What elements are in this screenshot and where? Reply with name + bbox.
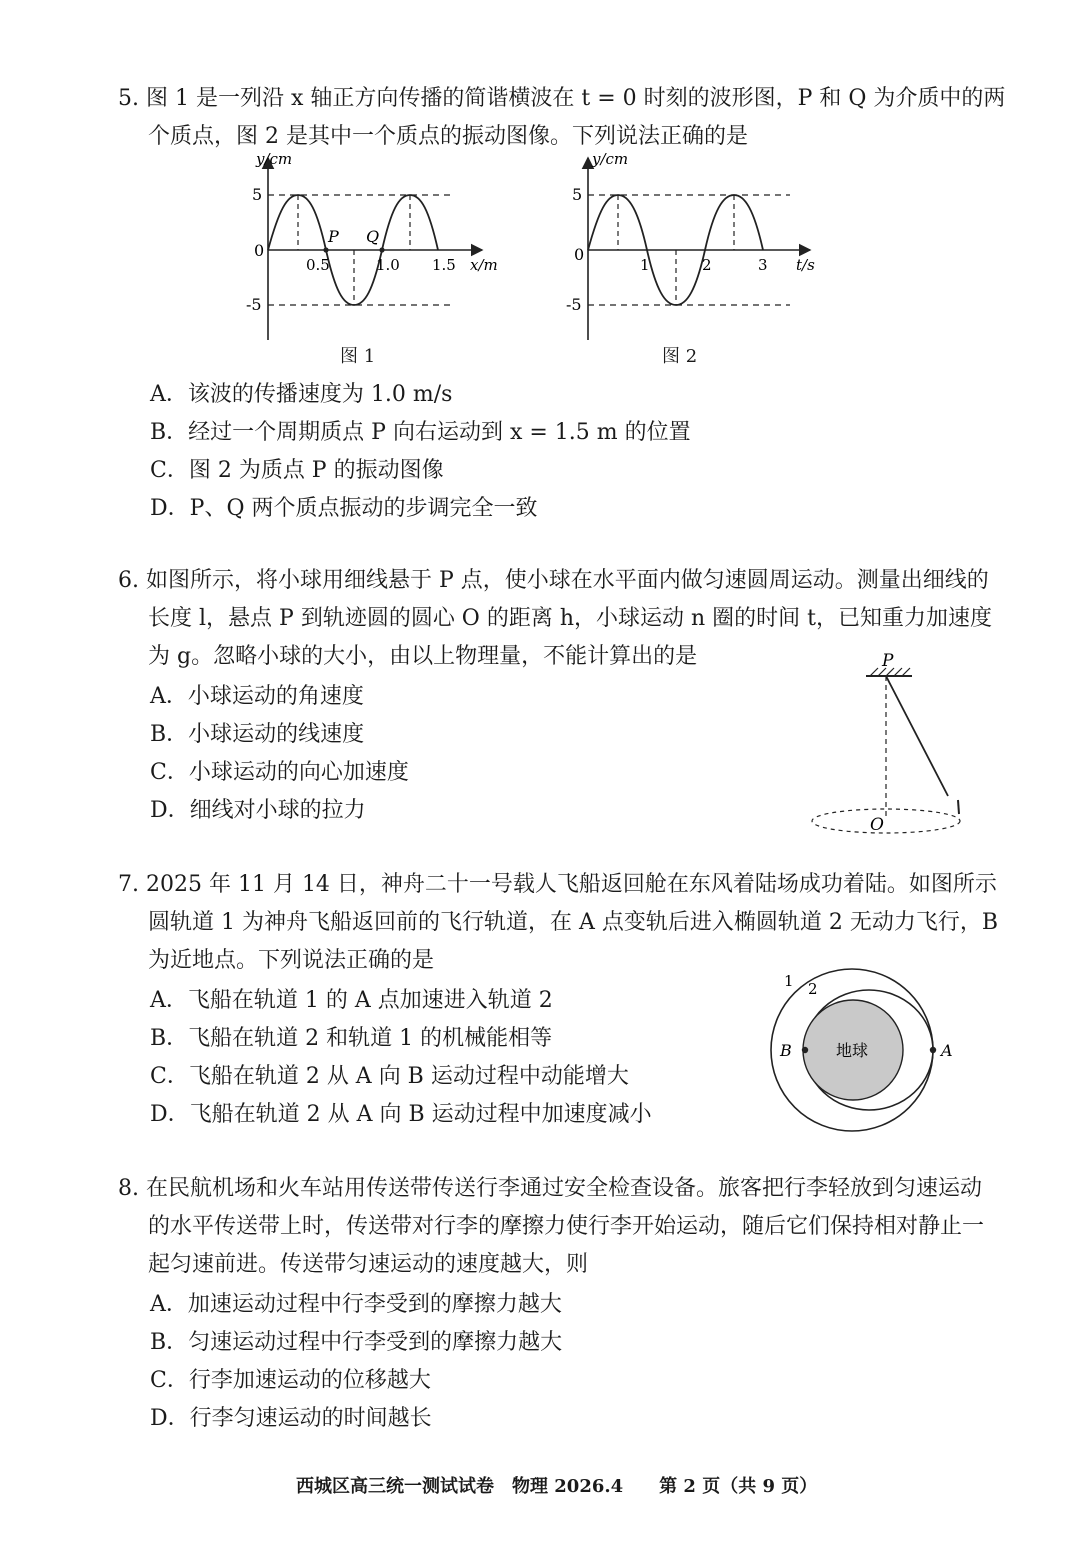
- q8-option-d: D．行李匀速运动的时间越长: [150, 1406, 432, 1431]
- fig1-origin: 0: [254, 241, 265, 260]
- q6-string: [886, 676, 948, 796]
- q5-text-line1: 5. 图 1 是一列沿 x 轴正方向传播的简谐横波在 t = 0 时刻的波形图，P 和 Q 为介质中的两: [118, 86, 1006, 111]
- fig1-tick-1.0: 1.0: [376, 256, 400, 274]
- q5-option-d: D．P、Q 两个质点振动的步调完全一致: [150, 496, 538, 521]
- fig1-caption: 图 1: [340, 346, 376, 367]
- q5-figure-1-wave-graph: [230, 150, 520, 365]
- fig1-label-q: Q: [366, 227, 380, 246]
- q7-text-line1: 7. 2025 年 11 月 14 日，神舟二十一号载人飞船返回舱在东风着陆场成功着陆。如图所示: [118, 872, 997, 897]
- q5-option-a: A．该波的传播速度为 1.0 m/s: [150, 382, 453, 407]
- fig1-tick-0.5: 0.5: [306, 256, 330, 274]
- q5-text-line2: 个质点，图 2 是其中一个质点的振动图像。下列说法正确的是: [148, 124, 748, 149]
- q8-option-c: C．行李加速运动的位移越大: [150, 1368, 431, 1393]
- q7-option-b: B．飞船在轨道 2 和轨道 1 的机械能相等: [150, 1026, 553, 1051]
- q6-option-d: D．细线对小球的拉力: [150, 798, 366, 823]
- q7-label-a: A: [941, 1041, 953, 1060]
- fig1-tick-1.5: 1.5: [432, 256, 456, 274]
- fig2-y-max: 5: [572, 185, 583, 204]
- q6-option-a: A．小球运动的角速度: [150, 684, 364, 709]
- q7-orbit-figure: [766, 966, 966, 1136]
- q7-option-a: A．飞船在轨道 1 的 A 点加速进入轨道 2: [150, 988, 553, 1013]
- q7-earth-label: 地球: [836, 1041, 869, 1060]
- fig2-y-label: y/cm: [592, 150, 629, 168]
- q6-text-line1: 6. 如图所示，将小球用细线悬于 P 点，使小球在水平面内做匀速圆周运动。测量出细线的: [118, 568, 989, 593]
- fig2-t-label: t/s: [796, 256, 815, 274]
- q6-conical-pendulum-figure: [800, 648, 970, 848]
- q5-option-b: B．经过一个周期质点 P 向右运动到 x = 1.5 m 的位置: [150, 420, 691, 445]
- fig1-x-label: x/m: [470, 256, 498, 274]
- q6-ball: [958, 800, 959, 814]
- q6-text-line2: 长度 l，悬点 P 到轨迹圆的圆心 O 的距离 h，小球运动 n 圈的时间 t，已知重力加速度: [148, 606, 992, 631]
- q7-point-a: [930, 1047, 936, 1053]
- fig2-caption: 图 2: [662, 346, 698, 367]
- q6-option-c: C．小球运动的向心加速度: [150, 760, 409, 785]
- fig2-tick-2: 2: [702, 256, 712, 274]
- fig2-tick-1: 1: [640, 256, 650, 274]
- q6-text-line3: 为 g。忽略小球的大小，由以上物理量，不能计算出的是: [148, 644, 698, 669]
- q6-label-o: O: [870, 815, 884, 835]
- fig1-y-max: 5: [252, 185, 263, 204]
- fig2-y-min: -5: [566, 295, 582, 314]
- q8-option-a: A．加速运动过程中行李受到的摩擦力越大: [150, 1292, 562, 1317]
- q8-text-line2: 的水平传送带上时，传送带对行李的摩擦力使行李开始运动，随后它们保持相对静止一: [148, 1214, 985, 1239]
- q7-point-b: [802, 1047, 808, 1053]
- q7-option-d: D．飞船在轨道 2 从 A 向 B 运动过程中加速度减小: [150, 1102, 652, 1127]
- fig1-point-q: [379, 247, 384, 252]
- q7-text-line2: 圆轨道 1 为神舟飞船返回前的飞行轨道，在 A 点变轨后进入椭圆轨道 2 无动力飞行，B: [148, 910, 999, 935]
- q6-option-b: B．小球运动的线速度: [150, 722, 365, 747]
- q8-option-b: B．匀速运动过程中行李受到的摩擦力越大: [150, 1330, 563, 1355]
- q7-label-b: B: [780, 1041, 792, 1060]
- q8-text-line3: 起匀速前进。传送带匀速运动的速度越大，则: [148, 1252, 589, 1277]
- fig1-label-p: P: [328, 227, 339, 246]
- fig1-y-label: y/cm: [256, 150, 293, 168]
- fig1-y-min: -5: [246, 295, 262, 314]
- q6-label-p: P: [882, 651, 894, 671]
- q7-option-c: C．飞船在轨道 2 从 A 向 B 运动过程中动能增大: [150, 1064, 629, 1089]
- fig2-tick-3: 3: [758, 256, 768, 274]
- q8-text-line1: 8. 在民航机场和火车站用传送带传送行李通过安全检查设备。旅客把行李轻放到匀速运动: [118, 1176, 982, 1201]
- q5-figure-2-vibration-graph: [560, 150, 830, 365]
- q5-option-c: C．图 2 为质点 P 的振动图像: [150, 458, 444, 483]
- page-footer: 西城区高三统一测试试卷 物理 2026.4 第 2 页（共 9 页）: [296, 1476, 818, 1497]
- fig2-origin: 0: [574, 245, 585, 264]
- q7-text-line3: 为近地点。下列说法正确的是: [148, 948, 435, 973]
- fig1-point-p: [323, 247, 328, 252]
- q7-orbit-1-label: 1: [784, 972, 794, 990]
- q7-orbit-2-label: 2: [808, 980, 818, 998]
